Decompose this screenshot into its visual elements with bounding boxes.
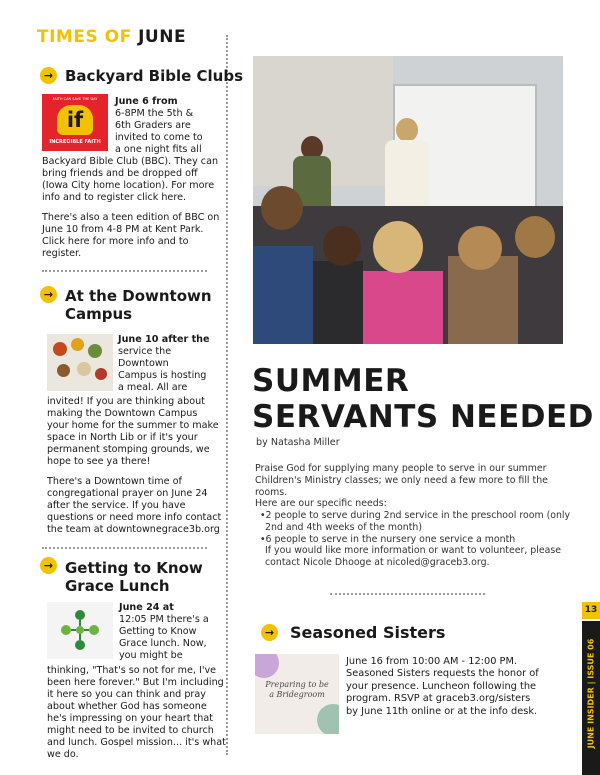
grace-text-full [47,665,227,761]
downtown-line-0: June 10 after the [118,334,210,345]
sisters-line: your presence. Luncheon following the [346,680,537,692]
downtown-line: Campus is hosting [118,370,207,381]
grace-line: thinking, "That's so not for me, I've [47,665,217,676]
bbc-line: (Iowa City home location). For more [42,180,215,191]
bbc-line-0: June 6 from [115,96,178,107]
grace-line: he's impressing on your heart that [47,713,214,724]
bbc-line: June 10 from 4-8 PM at Kent Park. [42,224,204,235]
spoons-spices-image [47,334,113,391]
grace-line: 12:05 PM there's a [119,614,209,625]
bbc-teen-link[interactable]: Click here for more info and to [42,236,189,247]
grace-title-line: Getting to Know [65,559,203,577]
image-label: INCREDIBLE FAITH [49,139,101,145]
image-top-text: FAITH CAN SAVE THE DAY [52,97,98,101]
bbc-line: 6-8PM the 5th & [115,108,194,119]
grace-line: it here so you can think and pray [47,689,206,700]
need-line: If you would like more information or want to volunteer, please [265,545,562,557]
column-divider [226,35,228,755]
image-caption: Preparing to be a Bridegroom [265,680,329,699]
bbc-line: register. [42,248,82,259]
bridegroom-image [255,654,339,734]
bbc-line: bring friends and be dropped off [42,168,198,179]
page-number-badge: 13 [582,602,600,619]
sisters-line: by June 11th online or at the info desk. [346,705,538,717]
header-suffix: JUNE [138,27,187,47]
summer-headline [252,363,594,435]
grace-title [65,559,203,595]
section-header [37,27,186,47]
summer-needs [260,510,575,569]
bbc-title: Backyard Bible Clubs [65,67,244,85]
downtown-line: after the service. If you have [47,500,186,511]
downtown-line: your home for the summer to make [47,420,219,431]
grace-line: Getting to Know [119,626,197,637]
bbc-line: invited to come to [115,132,203,143]
leader-figure [396,118,418,142]
downtown-line: questions or need more info contact [47,512,222,523]
bbc-text-full [42,156,227,204]
bbc-line: 6th Graders are [115,120,191,131]
downtown-title-line: Campus [65,305,133,323]
bbc-line: There's also a teen edition of BBC on [42,212,220,223]
downtown-line: hope to see ya there! [47,456,151,467]
if-logo-icon: if [57,105,93,135]
arrow-icon: → [40,67,57,84]
grace-text-right [119,602,225,662]
section-divider [330,593,485,595]
downtown-line: making the Downtown Campus [47,408,198,419]
bbc-line: Backyard Bible Club (BBC). They can [42,156,219,167]
section-divider [42,547,207,549]
intro-line: Children's Ministry classes; we only need a few more to fill the rooms. [255,474,548,498]
intro-line: Here are our specific needs: [255,498,387,510]
grace-line: we do. [47,749,79,760]
contact-email-link[interactable]: contact Nicole Dhooge at nicoled@graceb3.org. [265,557,490,569]
bbc-register-link[interactable]: info and to register click here. [42,192,187,203]
grace-line: Grace lunch. Now, [119,638,207,649]
section-divider [42,270,207,272]
downtown-line: congregational prayer on June 24 [47,488,208,499]
byline: by Natasha Miller [256,437,340,448]
children-ministry-photo [253,56,563,344]
grace-line: about whether God has someone [47,701,207,712]
sisters-line: Seasoned Sisters requests the honor of [346,668,539,680]
need-line: •6 people to serve in the nursery one service a month [260,533,516,545]
downtown-line: There's a Downtown time of [47,476,182,487]
incredible-faith-image [42,94,108,151]
headline-line: SUMMER [252,363,410,399]
header-prefix: TIMES OF [37,27,132,47]
downtown-line: invited! If you are thinking about [47,396,205,407]
downtown-line: space in North Lib or if it's your [47,432,198,443]
grace-line: and lunch. Gospel mission... it's what [47,737,226,748]
arrow-icon: → [261,624,278,641]
grace-line: might need to be invited to church [47,725,214,736]
downtown-title-line: At the Downtown [65,287,212,305]
downtown-email-link[interactable]: the team at downtownegrace3b.org [47,524,220,535]
grace-line-0: June 24 at [119,602,174,613]
connection-logo-image [47,602,113,659]
sisters-text [346,656,568,718]
bbc-teen-text [42,212,227,260]
issue-tab [582,621,600,775]
downtown-text-right [118,334,226,394]
downtown-line: service the [118,346,172,357]
downtown-line: permanent stomping grounds, we [47,444,210,455]
sisters-rsvp-link[interactable]: program. RSVP at graceb3.org/sisters [346,693,531,705]
need-line: 2nd and 4th weeks of the month) [265,521,422,533]
grace-title-line: Grace Lunch [65,577,170,595]
bbc-line: a one night fits all [115,144,202,155]
arrow-icon: → [40,286,57,303]
summer-intro [255,463,575,510]
downtown-line: Downtown [118,358,169,369]
downtown-line: a meal. All are [118,382,188,393]
sisters-title: Seasoned Sisters [290,623,446,642]
downtown-title [65,287,212,323]
bbc-text-right [115,96,225,156]
grace-line: you might be [119,650,183,661]
headline-line: SERVANTS NEEDED [252,399,594,435]
issue-label: JUNE INSIDER | ISSUE 06 [586,638,596,749]
intro-line: Praise God for supplying many people to serve in our summer [255,463,547,474]
arrow-icon: → [40,557,57,574]
downtown-text-full [47,396,227,468]
sisters-line: June 16 from 10:00 AM - 12:00 PM. [346,656,518,667]
grace-line: been here forever." But I'm including [47,677,224,688]
downtown-prayer-text [47,476,227,536]
need-line: •2 people to serve during 2nd service in the preschool room (only [260,510,571,521]
